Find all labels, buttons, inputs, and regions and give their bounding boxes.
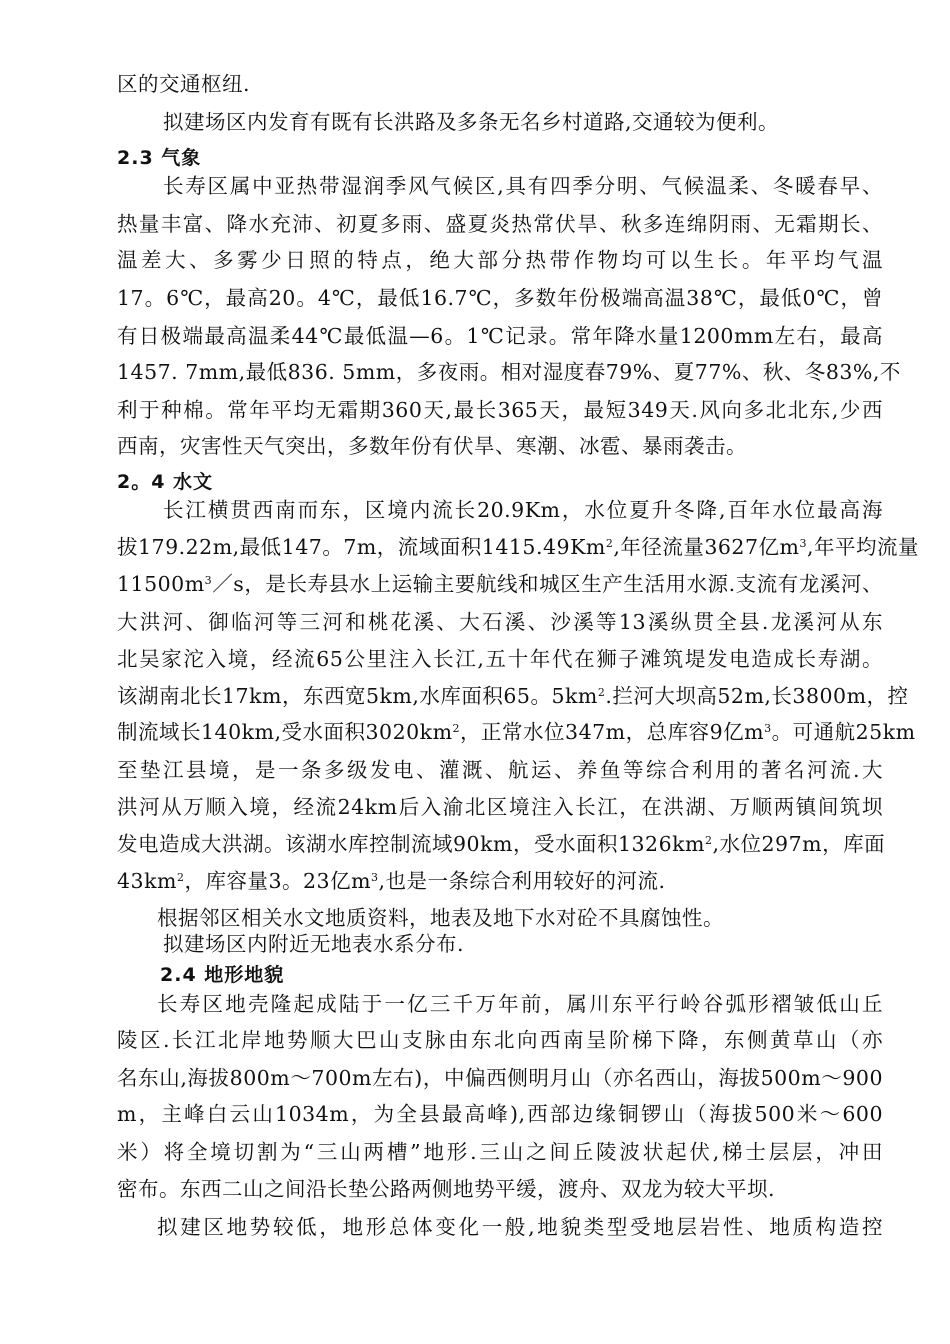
paragraph-line: 大洪河、御临河等三河和桃花溪、大石溪、沙溪等13溪纵贯全县.龙溪河从东 xyxy=(117,610,883,634)
paragraph-line: 利于种棉。常年平均无霜期360天,最长365天，最短349天.风向多北北东,少西 xyxy=(117,398,883,422)
paragraph-line: 长江横贯西南而东，区境内流长20.9Km，水位夏升冬降,百年水位最高海 xyxy=(163,498,883,522)
paragraph-line: 制流域长140km,受水面积$3020km^2$，正常水位347m，总库容9亿$m^3$。可通航25km xyxy=(117,720,916,744)
paragraph-line: 区的交通枢纽. xyxy=(117,72,251,96)
paragraph-line: $43km^2$，库容量3。23亿$m^3$,也是一条综合利用较好的河流. xyxy=(117,869,666,893)
paragraph-line: 拟建场区内发育有既有长洪路及多条无名乡村道路,交通较为便利。 xyxy=(163,110,780,134)
paragraph-line: m，主峰白云山1034m，为全县最高峰),西部边缘铜锣山（海拔500米～600 xyxy=(117,1102,883,1126)
paragraph-line: 发电造成大洪湖。该湖水库控制流域90km，受水面积$1326km^2$,水位297m，库面 xyxy=(117,832,886,856)
paragraph-line: 长寿区属中亚热带湿润季风气候区,具有四季分明、气候温柔、冬暖春早、 xyxy=(163,174,883,198)
paragraph-line: 陵区.长江北岸地势顺大巴山支脉由东北向西南呈阶梯下降，东侧黄草山（亦 xyxy=(117,1028,883,1052)
paragraph-line: 西南，灾害性天气突出，多数年份有伏旱、寒潮、冰雹、暴雨袭击。 xyxy=(117,434,747,458)
paragraph-line: 根据邻区相关水文地质资料，地表及地下水对砼不具腐蚀性。 xyxy=(157,906,724,930)
paragraph-line: 17。6℃，最高20。4℃，最低16.7℃，多数年份极端高温38℃，最低0℃，曾 xyxy=(117,286,883,310)
paragraph-line: 长寿区地壳隆起成陆于一亿三千万年前，属川东平行岭谷弧形褶皱低山丘 xyxy=(157,992,883,1016)
paragraph-line: 拟建区地势较低，地形总体变化一般,地貌类型受地层岩性、地质构造控 xyxy=(157,1215,883,1239)
paragraph-line: 拟建场区内附近无地表水系分布. xyxy=(163,932,465,956)
paragraph-line: 密布。东西二山之间沿长垫公路两侧地势平缓，渡舟、双龙为较大平坝. xyxy=(117,1177,776,1201)
paragraph-line: $11500m^3/s$，是长寿县水上运输主要航线和城区生产生活用水源.支流有龙溪河、 xyxy=(117,572,883,596)
paragraph-line: 有日极端最高温柔44℃最低温—6。1℃记录。常年降水量1200mm左右，最高 xyxy=(117,324,883,348)
paragraph-line: 米）将全境切割为“三山两槽”地形.三山之间丘陵波状起伏,梯士层层，冲田 xyxy=(117,1140,883,1164)
section-heading-meteorology: 2.3 气象 xyxy=(117,147,202,169)
paragraph-line: 洪河从万顺入境，经流24km后入渝北区境注入长江，在洪湖、万顺两镇间筑坝 xyxy=(117,795,883,819)
section-heading-hydrology: 2。4 水文 xyxy=(117,471,214,493)
section-heading-landform: 2.4 地形地貌 xyxy=(160,964,285,986)
paragraph-line: 拔179.22m,最低147。7m，流域面积1415.49Km$^2$,年径流量3627亿$m^3$,年平均流量 xyxy=(117,535,919,559)
paragraph-line: 温差大、多雾少日照的特点，绝大部分热带作物均可以生长。年平均气温 xyxy=(117,248,883,272)
paragraph-line: 至垫江县境，是一条多级发电、灌溉、航运、养鱼等综合利用的著名河流.大 xyxy=(117,758,883,782)
paragraph-line: 北吴家沱入境，经流65公里注入长江,五十年代在狮子滩筑堤发电造成长寿湖。 xyxy=(117,647,883,671)
paragraph-line: 热量丰富、降水充沛、初夏多雨、盛夏炎热常伏旱、秋多连绵阴雨、无霜期长、 xyxy=(117,212,883,236)
paragraph-line: 1457. 7mm,最低836. 5mm，多夜雨。相对湿度春79%、夏77%、秋、冬83%,不 xyxy=(117,360,901,384)
paragraph-line: 该湖南北长17km，东西宽5km,水库面积65。$5km^2$.拦河大坝高52m,长3800m，控 xyxy=(117,684,909,708)
paragraph-line: 名东山,海拔800m～700m左右)，中偏西侧明月山（亦名西山，海拔500m～900 xyxy=(117,1066,883,1090)
